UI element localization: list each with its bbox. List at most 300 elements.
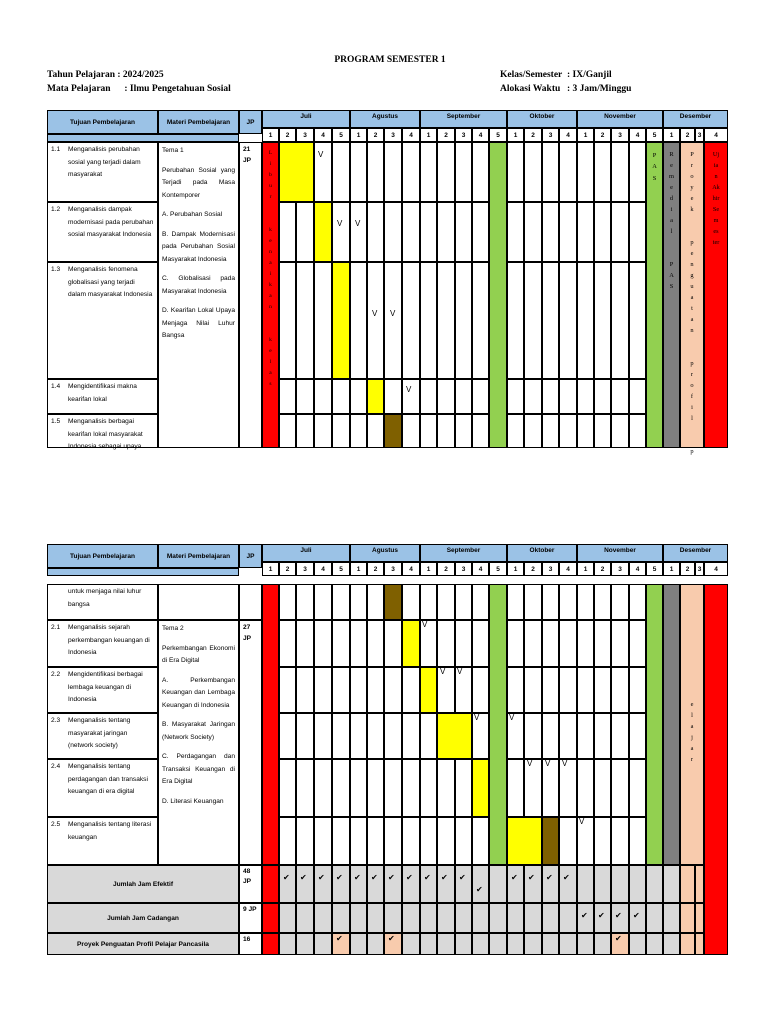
summary-jp-1: 48 JP (239, 865, 262, 903)
t1-row3-w8 (384, 262, 402, 379)
t1-row5-w10 (420, 414, 437, 448)
tp-row-3 (47, 262, 158, 379)
t2-row6-w7 (367, 817, 384, 865)
t2-row4-w4 (314, 713, 332, 759)
t1-row5-w9 (402, 414, 420, 448)
tp2-row-1 (47, 584, 158, 620)
t2-row5-w12 (455, 759, 472, 817)
summary-label-1: Jumlah Jam Efektif (47, 865, 239, 903)
t2-row3-w4 (314, 667, 332, 713)
summary3-w4 (314, 933, 332, 955)
t2-row3-w22 (629, 667, 646, 713)
t2-row4-w3 (296, 713, 314, 759)
t2-row4-w6 (350, 713, 367, 759)
summary2-w16 (524, 903, 542, 933)
alokasi-value: : 3 Jam/Minggu (567, 84, 632, 94)
t2-row6-w13 (472, 817, 489, 865)
header-week-10: 1 (420, 128, 437, 142)
summary2-w7 (367, 903, 384, 933)
tick-mark: ✔ (476, 885, 483, 894)
t2-row6-w10 (420, 817, 437, 865)
summary1-w23 (646, 865, 663, 903)
tick-mark: ✔ (581, 911, 588, 920)
summary1-w15 (507, 865, 524, 903)
t1-yellow-2 (314, 202, 332, 262)
summary2-w25 (680, 903, 695, 933)
t2-row2-w4 (314, 620, 332, 667)
t1-row2-w6 (350, 202, 367, 262)
t1-row3-w3 (296, 262, 314, 379)
tp-text: Menganalisis berbagai kearifan lokal masyarakat Indonesia sebagai upaya (68, 418, 143, 450)
t2-row3-w17 (542, 667, 559, 713)
t2-yellow-3 (437, 713, 472, 759)
t2-row1-w13 (472, 584, 489, 620)
header-week-19: 1 (577, 128, 594, 142)
tick-mark: ✔ (336, 873, 343, 882)
summary1-w16 (524, 865, 542, 903)
summary1-w22 (629, 865, 646, 903)
t2-row2-w19 (577, 620, 594, 667)
summary3-w15 (507, 933, 524, 955)
t2-red-col-2 (704, 584, 728, 955)
header-week-7: 2 (367, 128, 384, 142)
materi-column (158, 142, 239, 448)
t2-row5-w11 (437, 759, 455, 817)
tp-text: Menganalisis tentang masyarakat jaringan (network society) (68, 717, 131, 749)
t1-row1-w13 (472, 142, 489, 202)
vertical-remedial: R e m e d i a l P A S (669, 151, 674, 290)
summary3-w24 (663, 933, 680, 955)
jp2-cell: 27 JP (239, 620, 262, 865)
summary2-w2 (279, 903, 296, 933)
header-week-9: 4 (402, 562, 420, 576)
summary3-w3 (296, 933, 314, 955)
t2-row3-w20 (594, 667, 611, 713)
t2-row3-w9 (402, 667, 420, 713)
t1-row3-w20 (594, 262, 611, 379)
header-week-25: 2 (680, 562, 695, 576)
t2-row2-w20 (594, 620, 611, 667)
summary3-w14 (489, 933, 507, 955)
t2-row4-w19 (577, 713, 594, 759)
header-week-23: 5 (646, 562, 663, 576)
materi2-top (158, 584, 239, 620)
check-mark: V (474, 713, 480, 722)
t1-row4-w22 (629, 379, 646, 414)
tick-mark: ✔ (441, 873, 448, 882)
t2-row1-w22 (629, 584, 646, 620)
vertical-proyek-2: e l a j a r (690, 701, 694, 763)
t1-yellow-3 (332, 262, 350, 379)
t1-row2-w15 (507, 202, 524, 262)
header-week-6: 1 (350, 128, 367, 142)
t1-row5-w2 (279, 414, 296, 448)
header-week-18: 4 (559, 562, 577, 576)
t2-row3-w6 (350, 667, 367, 713)
t1-row4-w21 (611, 379, 629, 414)
summary3-w11 (437, 933, 455, 955)
t2-row2-w22 (629, 620, 646, 667)
t1-row5-w3 (296, 414, 314, 448)
t2-row1-w15 (507, 584, 524, 620)
summary3-w1 (262, 933, 279, 955)
tp-text: untuk menjaga nilai luhur bangsa (68, 588, 142, 608)
t2-row4-w9 (402, 713, 420, 759)
t2-row2-w3 (296, 620, 314, 667)
check-mark: V (579, 817, 585, 826)
t2-yellow-5 (507, 817, 542, 865)
header-week-24: 1 (663, 562, 680, 576)
kelas-label: Kelas/Semester (500, 70, 563, 80)
t1-row2-w3 (296, 202, 314, 262)
summary3-w16 (524, 933, 542, 955)
header-week-5: 5 (332, 128, 350, 142)
t2-row6-w5 (332, 817, 350, 865)
t2-row1-w4 (314, 584, 332, 620)
green-column-sep (489, 142, 507, 448)
header-week-4: 4 (314, 562, 332, 576)
check-mark: V (562, 759, 568, 768)
t2-row2-w11 (437, 620, 455, 667)
tp-row-4 (47, 379, 158, 414)
tick-mark: ✔ (459, 873, 466, 882)
t1-row4-w17 (542, 379, 559, 414)
document-title: PROGRAM SEMESTER 1 (334, 55, 446, 65)
t2-brown-1 (384, 584, 402, 620)
mapel-label: Mata Pelajaran (47, 84, 111, 94)
t1-row1-w22 (629, 142, 646, 202)
header-month-1: Agustus (350, 110, 420, 128)
t1-row5-w13 (472, 414, 489, 448)
t2-row3-w15 (507, 667, 524, 713)
t1-row3-w16 (524, 262, 542, 379)
t2-row5-w6 (350, 759, 367, 817)
materi-item: A. Perkembangan Keuangan dan Lembaga Keuangan di Indonesia (162, 676, 235, 709)
t2-row5-w9 (402, 759, 420, 817)
tick-mark: ✔ (511, 873, 518, 882)
t1-row2-w5 (332, 202, 350, 262)
header-week-25: 2 (680, 128, 695, 142)
summary1-w18 (559, 865, 577, 903)
t1-row3-w22 (629, 262, 646, 379)
t1-row3-w18 (559, 262, 577, 379)
header-week-8: 3 (384, 562, 402, 576)
t1-row3-w15 (507, 262, 524, 379)
header-month-5: Desember (663, 110, 728, 128)
t2-row4-w2 (279, 713, 296, 759)
t1-row1-w6 (350, 142, 367, 202)
summary3-w12 (455, 933, 472, 955)
t1-row1-w5 (332, 142, 350, 202)
materi-item: B. Dampak Modernisasi pada Perubahan Sosial Masyarakat Indonesia (162, 230, 235, 263)
t1-row3-w7 (367, 262, 384, 379)
summary2-w14 (489, 903, 507, 933)
header-month-0: Juli (262, 110, 350, 128)
t1-row5-w18 (559, 414, 577, 448)
t2-row2-w5 (332, 620, 350, 667)
t2-row4-w22 (629, 713, 646, 759)
tick-mark: ✔ (336, 934, 343, 943)
header-week-18: 4 (559, 128, 577, 142)
summary1-w10 (420, 865, 437, 903)
header-week-19: 1 (577, 562, 594, 576)
t2-row3-w5 (332, 667, 350, 713)
tick-mark: ✔ (354, 873, 361, 882)
t1-row4-w10 (420, 379, 437, 414)
t1-row4-w20 (594, 379, 611, 414)
t2-row2-w16 (524, 620, 542, 667)
header-month-4: November (577, 110, 663, 128)
summary3-w2 (279, 933, 296, 955)
jp-cell: 21 JP (239, 142, 262, 448)
summary1-w6 (350, 865, 367, 903)
t1-row1-w17 (542, 142, 559, 202)
summary-jp-3: 16 (239, 933, 262, 955)
header-month-2: September (420, 544, 507, 562)
t2-row1-w10 (420, 584, 437, 620)
tp-row-1 (47, 142, 158, 202)
tp-number: 2.3 (51, 717, 61, 724)
tick-mark: ✔ (388, 934, 395, 943)
t2-row2-w2 (279, 620, 296, 667)
header-week-15: 1 (507, 128, 524, 142)
t2-row4-w16 (524, 713, 542, 759)
tick-mark: ✔ (615, 934, 622, 943)
t2-row1-w6 (350, 584, 367, 620)
summary1-w17 (542, 865, 559, 903)
vertical-ujian: Uj ia n Ak hir Se m es ter (712, 151, 720, 246)
t2-row3-w13 (472, 667, 489, 713)
tp-number: 1.1 (51, 146, 61, 153)
header-week-24: 1 (663, 128, 680, 142)
materi-item: D. Kearifan Lokal Upaya Menjaga Nilai Luhur Bangsa (162, 307, 235, 339)
tp-row-2 (47, 202, 158, 262)
t2-row1-w2 (279, 584, 296, 620)
t1-row2-w19 (577, 202, 594, 262)
t2-yellow-1 (402, 620, 420, 667)
header-week-21: 3 (611, 128, 629, 142)
t1-row3-w19 (577, 262, 594, 379)
t2-row4-w18 (559, 713, 577, 759)
t1-row3-w2 (279, 262, 296, 379)
header-month-4: November (577, 544, 663, 562)
t2-row4-w20 (594, 713, 611, 759)
materi-item: Tema 2 (162, 625, 184, 632)
t1-row3-w17 (542, 262, 559, 379)
t2-row1-w12 (455, 584, 472, 620)
check-mark: V (545, 759, 551, 768)
t1-row5-w16 (524, 414, 542, 448)
t1-row5-w12 (455, 414, 472, 448)
tick-mark: ✔ (283, 873, 290, 882)
t1-row2-w10 (420, 202, 437, 262)
summary2-w12 (455, 903, 472, 933)
t2-row1-w18 (559, 584, 577, 620)
t1-yellow-4 (367, 379, 384, 414)
t1-row4-w8 (384, 379, 402, 414)
tick-mark: ✔ (633, 911, 640, 920)
t2-row6-w9 (402, 817, 420, 865)
t1-row1-w19 (577, 142, 594, 202)
tick-mark: ✔ (371, 873, 378, 882)
header-materi: Materi Pembelajaran (158, 110, 239, 134)
t2-row3-w21 (611, 667, 629, 713)
t2-row1-w17 (542, 584, 559, 620)
t2-row6-w6 (350, 817, 367, 865)
t2-row2-w8 (384, 620, 402, 667)
summary1-w24 (663, 865, 680, 903)
summary1-w12 (455, 865, 472, 903)
tp-text: Menganalisis perubahan sosial yang terjadi dalam masyarakat (68, 146, 141, 178)
t2-row2-w15 (507, 620, 524, 667)
summary2-w17 (542, 903, 559, 933)
summary3-w7 (367, 933, 384, 955)
t2-row2-w6 (350, 620, 367, 667)
summary3-w17 (542, 933, 559, 955)
summary1-w7 (367, 865, 384, 903)
check-mark: V (355, 219, 361, 228)
summary3-w13 (472, 933, 489, 955)
tick-mark: ✔ (406, 873, 413, 882)
t1-row2-w13 (472, 202, 489, 262)
tp2-row-2 (47, 620, 158, 667)
tick-mark: ✔ (388, 873, 395, 882)
summary3-w19 (577, 933, 594, 955)
tp-number: 1.4 (51, 383, 61, 390)
t2-row1-w21 (611, 584, 629, 620)
t1-row2-w12 (455, 202, 472, 262)
alokasi-label: Alokasi Waktu (500, 84, 561, 94)
t2-row5-w2 (279, 759, 296, 817)
summary2-w11 (437, 903, 455, 933)
header-week-20: 2 (594, 128, 611, 142)
t1-row3-w13 (472, 262, 489, 379)
tick-mark: ✔ (300, 873, 307, 882)
materi-item: B. Masyarakat Jaringan (Network Society) (162, 721, 235, 741)
t1-row3-w9 (402, 262, 420, 379)
t2-green-col-2 (646, 584, 663, 865)
t2-row1-w7 (367, 584, 384, 620)
header-tujuan: Tujuan Pembelajaran (47, 110, 158, 134)
header-week-5: 5 (332, 562, 350, 576)
tick-mark: ✔ (546, 873, 553, 882)
summary-jp-2: 9 JP (239, 903, 262, 933)
summary2-w24 (663, 903, 680, 933)
t1-row4-w19 (577, 379, 594, 414)
t2-row5-w15 (507, 759, 524, 817)
vertical-libur: L i b u r k e n a i k a n k e l a s (268, 150, 273, 387)
t2-row5-w8 (384, 759, 402, 817)
t1-row3-w21 (611, 262, 629, 379)
tahun-value: : 2024/2025 (117, 70, 164, 80)
materi-item: Perubahan Sosial yang Terjadi pada Masa Kontemporer (162, 166, 235, 199)
kelas-value: : IX/Ganjil (567, 70, 612, 80)
t1-row1-w18 (559, 142, 577, 202)
t2-yellow-4 (472, 759, 489, 817)
summary3-w23 (646, 933, 663, 955)
header-week-26: 3 (695, 128, 704, 142)
tp-text: Menganalisis tentang perdagangan dan transaksi keuangan di era digital (68, 763, 148, 795)
summary3-w9 (402, 933, 420, 955)
t1-row5-w15 (507, 414, 524, 448)
t1-row2-w18 (559, 202, 577, 262)
header-tujuan: Tujuan Pembelajaran (47, 544, 158, 568)
t1-row4-w15 (507, 379, 524, 414)
summary2-w9 (402, 903, 420, 933)
t1-row2-w22 (629, 202, 646, 262)
t2-row1-w3 (296, 584, 314, 620)
header-week-3: 3 (296, 562, 314, 576)
t2-row6-w11 (437, 817, 455, 865)
summary2-w13 (472, 903, 489, 933)
t1-row5-w11 (437, 414, 455, 448)
summary3-w26 (695, 933, 704, 955)
t2-row1-w9 (402, 584, 420, 620)
t1-row5-w7 (367, 414, 384, 448)
tp-number: 1.2 (51, 206, 61, 213)
t2-row2-w12 (455, 620, 472, 667)
t1-row2-w7 (367, 202, 384, 262)
t1-row4-w11 (437, 379, 455, 414)
header-month-3: Oktober (507, 110, 577, 128)
t1-row4-w4 (314, 379, 332, 414)
t2-row3-w7 (367, 667, 384, 713)
header-week-16: 2 (524, 128, 542, 142)
t2-brown-2 (542, 817, 559, 865)
tp-text: Menganalisis dampak modernisasi pada perubahan sosial masyarakat Indonesia (68, 206, 154, 238)
t1-row4-w16 (524, 379, 542, 414)
header-week-21: 3 (611, 562, 629, 576)
t1-row2-w16 (524, 202, 542, 262)
tp-number: 2.2 (51, 671, 61, 678)
materi-item: C. Perdagangan dan Transaksi Keuangan di Era Digital (162, 753, 235, 785)
t1-row5-w22 (629, 414, 646, 448)
t2-row5-w7 (367, 759, 384, 817)
tp2-row-5 (47, 759, 158, 817)
tick-mark: ✔ (424, 873, 431, 882)
tp-text: Menganalisis fenomena globalisasi yang terjadi dalam masyarakat Indonesia (68, 266, 153, 298)
t1-row5-w20 (594, 414, 611, 448)
t1-row4-w18 (559, 379, 577, 414)
t2-gray-col (663, 584, 680, 865)
tp-text: Menganalisis sejarah perkembangan keuangan di Indonesia (68, 624, 150, 656)
summary2-w1 (262, 903, 279, 933)
tp-number: 2.4 (51, 763, 61, 770)
t2-row4-w10 (420, 713, 437, 759)
t1-row2-w20 (594, 202, 611, 262)
header-week-15: 1 (507, 562, 524, 576)
materi2-column (158, 620, 239, 865)
materi-item: D. Literasi Keuangan (162, 797, 224, 805)
header-week-4: 4 (314, 128, 332, 142)
summary3-w18 (559, 933, 577, 955)
header-week-9: 4 (402, 128, 420, 142)
check-mark: V (372, 309, 378, 318)
t2-row3-w3 (296, 667, 314, 713)
t1-row5-w21 (611, 414, 629, 448)
header-week-3: 3 (296, 128, 314, 142)
t2-row6-w21 (611, 817, 629, 865)
header-week-10: 1 (420, 562, 437, 576)
t2-row3-w2 (279, 667, 296, 713)
summary1-w14 (489, 865, 507, 903)
summary3-w6 (350, 933, 367, 955)
t1-row2-w9 (402, 202, 420, 262)
tp-number: 2.5 (51, 821, 61, 828)
header-week-14: 5 (489, 562, 507, 576)
header-jp: JP (239, 110, 262, 134)
check-mark: V (440, 667, 446, 676)
